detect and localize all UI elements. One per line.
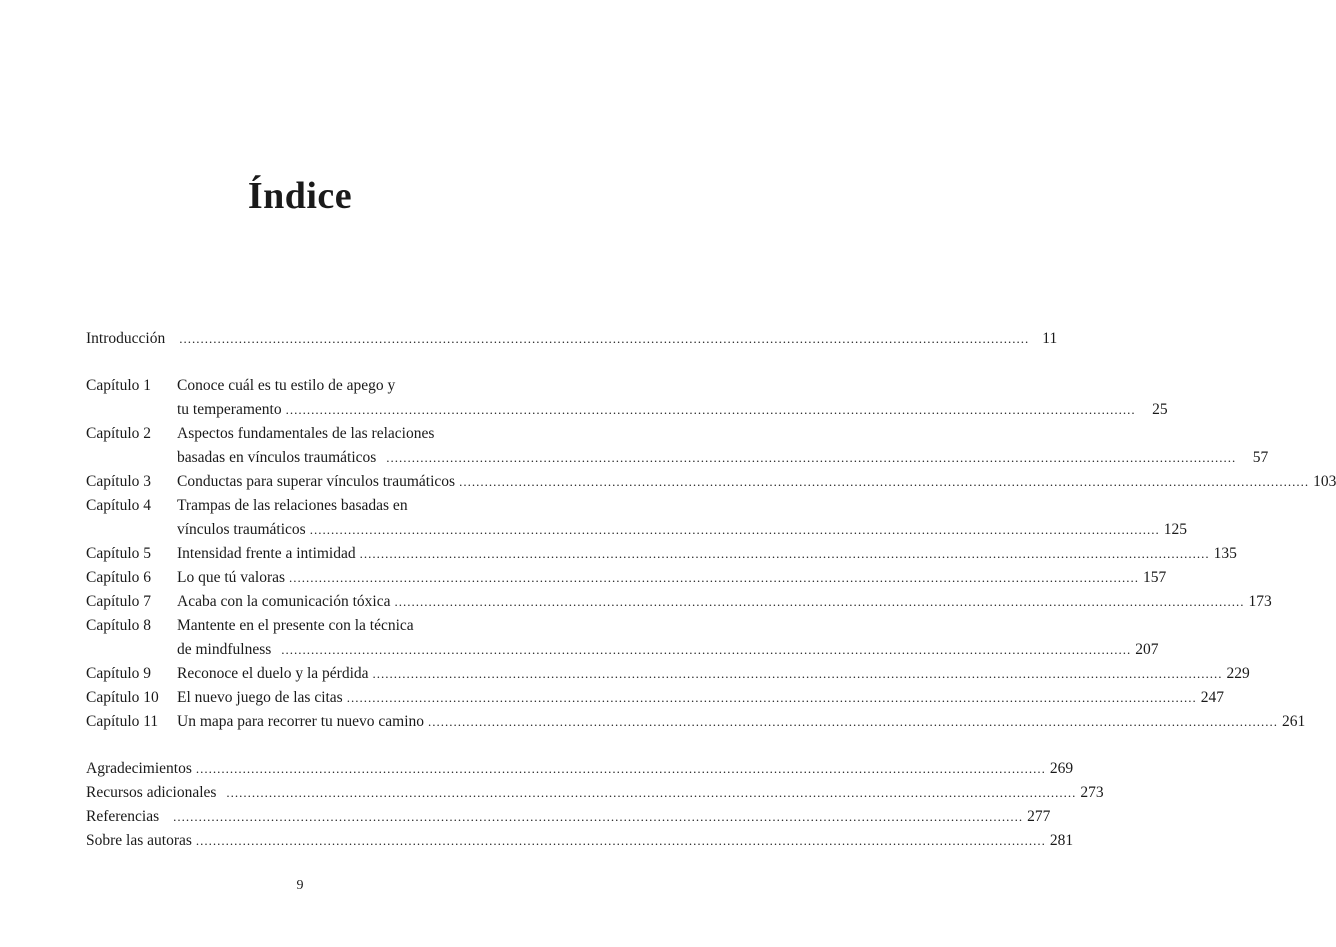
toc-entry-page: 247: [1200, 689, 1224, 706]
leader-dots: ........................................................................................................................................................................................................: [173, 809, 1024, 824]
toc-entry-label: Agradecimientos: [86, 760, 192, 777]
toc-entry-introduccion[interactable]: [86, 328, 1058, 350]
chapter-title: Lo que tú valoras: [177, 569, 286, 586]
toc-entry-page: 273: [1080, 784, 1104, 801]
chapter-number: Capítulo 10: [86, 689, 159, 706]
chapter-title: Acaba con la comunicación tóxica: [177, 593, 391, 610]
toc-entry-label: Recursos adicionales: [86, 784, 217, 801]
toc-chapter-7[interactable]: [86, 591, 1272, 613]
leader-dots: ........................................................................................................................................................................................................: [372, 666, 1223, 681]
chapter-number: Capítulo 3: [86, 473, 152, 490]
chapter-title: El nuevo juego de las citas: [177, 689, 343, 706]
chapter-title-cont: de mindfulness: [177, 641, 272, 658]
toc-entry-page: 173: [1248, 593, 1272, 610]
toc-chapter-2-line-2[interactable]: [86, 447, 1269, 469]
toc-entry-sobre-las-autoras[interactable]: [86, 830, 1074, 852]
chapter-title-cont: vínculos traumáticos: [177, 521, 306, 538]
leader-dots: ........................................................................................................................................................................................................: [285, 402, 1136, 417]
toc-entry-page: 207: [1135, 641, 1159, 658]
toc-entry-agradecimientos[interactable]: [86, 758, 1074, 780]
toc-entry-page: 125: [1163, 521, 1187, 538]
toc-entry-page: 157: [1143, 569, 1167, 586]
chapter-title: Trampas de las relaciones basadas en: [177, 497, 408, 514]
leader-dots: ........................................................................................................................................................................................................: [195, 761, 1046, 776]
chapter-number: Capítulo 8: [86, 617, 152, 634]
chapter-number: Capítulo 7: [86, 593, 152, 610]
toc-chapter-10[interactable]: [86, 687, 1224, 709]
toc-chapter-8-line-2[interactable]: [86, 639, 1159, 661]
chapter-number: Capítulo 11: [86, 713, 159, 730]
toc-chapter-1-line-1[interactable]: [86, 375, 514, 397]
leader-dots: ........................................................................................................................................................................................................: [359, 546, 1210, 561]
leader-dots: ........................................................................................................................................................................................................: [428, 714, 1279, 729]
toc-chapter-9[interactable]: [86, 663, 1250, 685]
chapter-title: Un mapa para recorrer tu nuevo camino: [177, 713, 425, 730]
toc-entry-page: 281: [1049, 832, 1074, 849]
chapter-title: Reconoce el duelo y la pérdida: [177, 665, 369, 682]
toc-entry-page: 277: [1027, 808, 1051, 825]
toc-entry-page: 135: [1213, 545, 1237, 562]
toc-entry-page: 269: [1049, 760, 1074, 777]
chapter-title: Mantente en el presente con la técnica: [177, 617, 414, 634]
toc-chapter-8-line-1[interactable]: [86, 615, 514, 637]
leader-dots: ........................................................................................................................................................................................................: [226, 785, 1077, 800]
chapter-title: Conductas para superar vínculos traumáticos: [177, 473, 456, 490]
leader-dots: ........................................................................................................................................................................................................: [281, 642, 1132, 657]
toc-entry-recursos-adicionales[interactable]: [86, 782, 1104, 804]
chapter-title: Conoce cuál es tu estilo de apego y: [177, 377, 396, 394]
toc-entry-label: Sobre las autoras: [86, 832, 192, 849]
toc-entry-page: 103: [1313, 473, 1336, 490]
chapter-title: Aspectos fundamentales de las relaciones: [177, 425, 435, 442]
toc-entry-page: 229: [1226, 665, 1250, 682]
toc-chapter-6[interactable]: [86, 567, 1167, 589]
leader-dots: ........................................................................................................................................................................................................: [195, 833, 1046, 848]
leader-dots: ........................................................................................................................................................................................................: [179, 331, 1030, 346]
leader-dots: ........................................................................................................................................................................................................: [289, 570, 1140, 585]
leader-dots: ........................................................................................................................................................................................................: [386, 450, 1237, 465]
toc-chapter-4-line-2[interactable]: [86, 519, 1187, 541]
page-title: Índice: [247, 175, 353, 217]
chapter-number: Capítulo 4: [86, 497, 152, 514]
page-number: 9: [296, 878, 304, 893]
toc-chapter-5[interactable]: [86, 543, 1237, 565]
chapter-title-cont: basadas en vínculos traumáticos: [177, 449, 377, 466]
chapter-number: Capítulo 9: [86, 665, 152, 682]
toc-entry-page: 11: [1042, 330, 1058, 347]
leader-dots: ........................................................................................................................................................................................................: [394, 594, 1245, 609]
leader-dots: ........................................................................................................................................................................................................: [459, 474, 1310, 489]
toc-chapter-4-line-1[interactable]: [86, 495, 514, 517]
toc-chapter-3[interactable]: [86, 471, 1336, 493]
toc-entry-label: Referencias: [86, 808, 160, 825]
chapter-number: Capítulo 6: [86, 569, 152, 586]
toc-entry-page: 261: [1282, 713, 1306, 730]
toc-entry-label: Introducción: [86, 330, 166, 347]
leader-dots: ........................................................................................................................................................................................................: [309, 522, 1160, 537]
chapter-number: Capítulo 1: [86, 377, 152, 394]
chapter-number: Capítulo 5: [86, 545, 152, 562]
toc-entry-referencias[interactable]: [86, 806, 1051, 828]
toc-chapter-11[interactable]: [86, 711, 1306, 733]
leader-dots: ........................................................................................................................................................................................................: [346, 690, 1197, 705]
toc-entry-page: 57: [1252, 449, 1269, 466]
chapter-title: Intensidad frente a intimidad: [177, 545, 356, 562]
chapter-number: Capítulo 2: [86, 425, 152, 442]
toc-chapter-1-line-2[interactable]: [86, 399, 1168, 421]
chapter-title-cont: tu temperamento: [177, 401, 282, 418]
toc-chapter-2-line-1[interactable]: [86, 423, 514, 445]
toc-entry-page: 25: [1152, 401, 1168, 418]
